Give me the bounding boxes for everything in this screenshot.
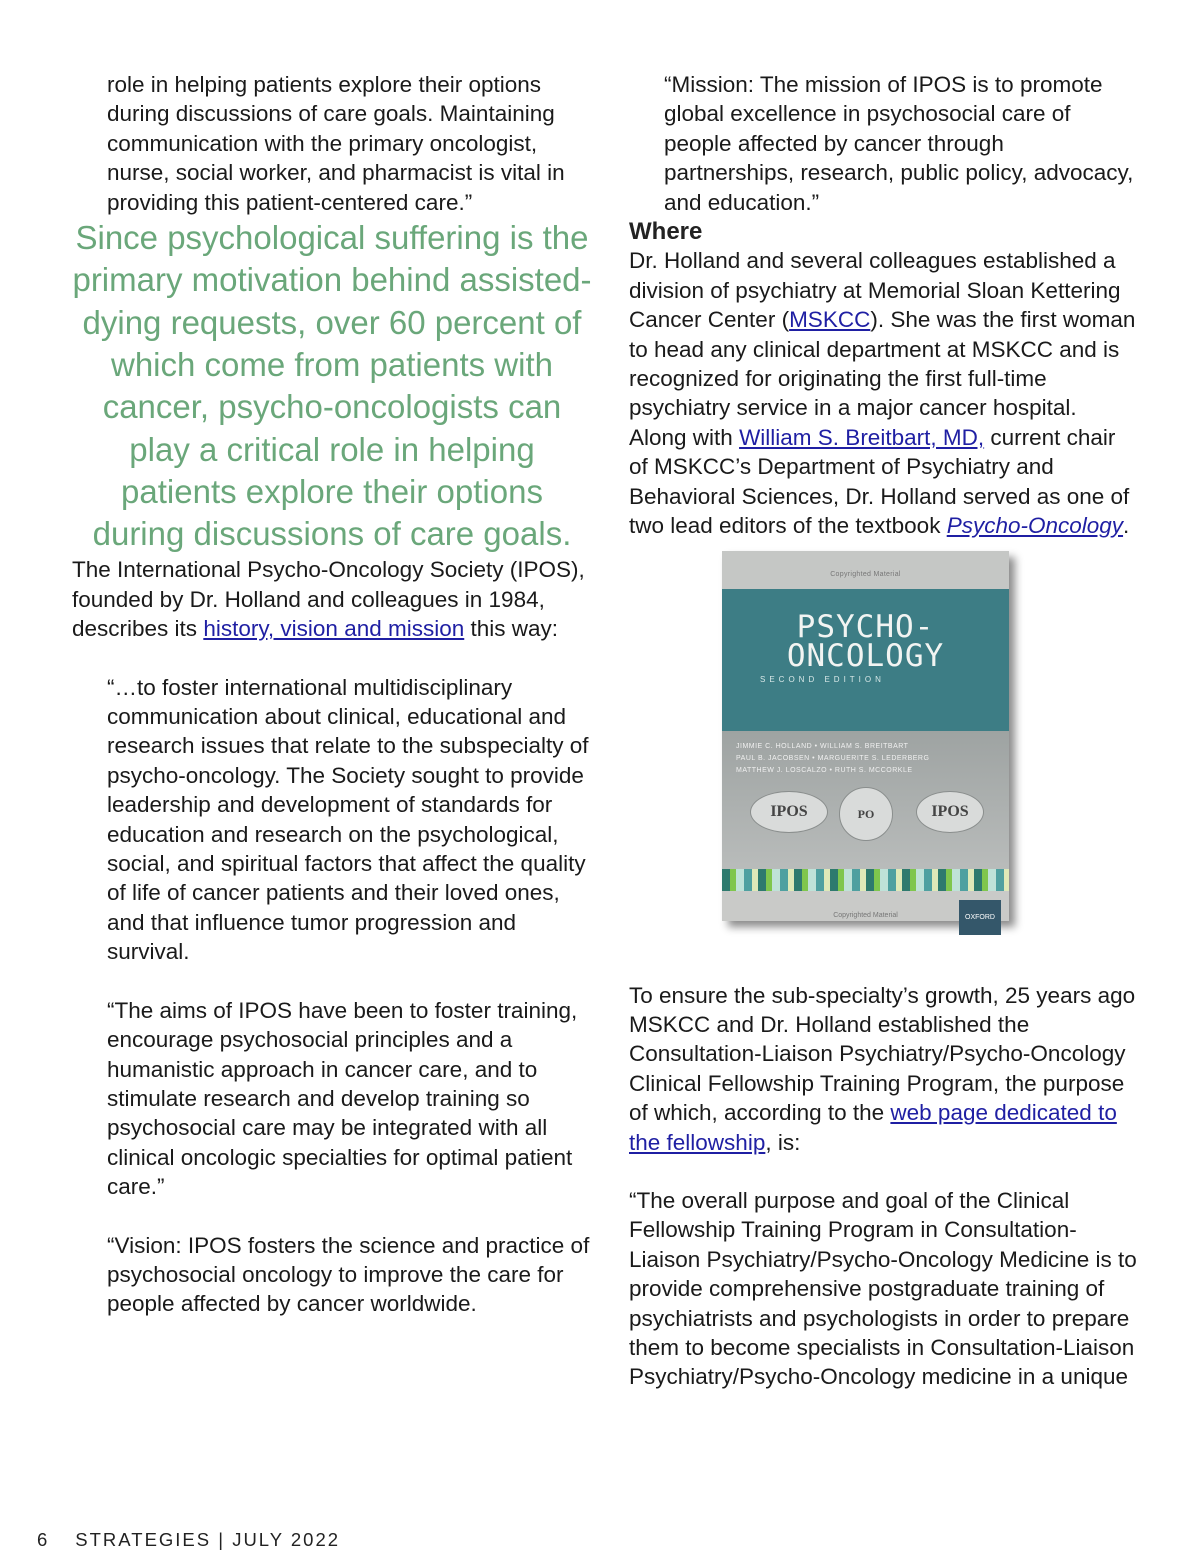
mskcc-link[interactable]: MSKCC <box>789 307 871 333</box>
left-column <box>72 70 592 1319</box>
color-stripe-band <box>722 869 1009 891</box>
book-copyright-top: Copyrighted Material <box>830 570 901 578</box>
apos-seal-icon: PO <box>839 787 893 841</box>
book-edition: SECOND EDITION <box>760 674 885 684</box>
fellowship-paragraph: To ensure the sub-specialty’s growth, 25 years ago MSKCC and Dr. Holland established the Consultation-Liaison Psychiatry/Psycho-Oncology Clinical Fellowship Training Program, the purpose of which, according to the web page dedicated to the fellowship, is: <box>629 982 1136 1155</box>
right-column <box>629 70 1139 1392</box>
book-copyright-bottom: Copyrighted Material <box>833 911 898 919</box>
mission-quote: “Mission: The mission of IPOS is to promote global excellence in psychosocial care of people affected by cancer through partnerships, research, public policy, advocacy, and education.” <box>664 72 1134 215</box>
ipos-paragraph: The International Psycho-Oncology Society (IPOS), founded by Dr. Holland and colleagues in 1984, describes its history, vision and mission this way: <box>72 557 585 642</box>
psycho-oncology-link[interactable]: Psycho-Oncology <box>946 513 1124 539</box>
fellowship-web-page-link[interactable]: web page dedicated to the fellowship <box>629 1100 1117 1155</box>
oxford-publisher-badge: OXFORD <box>959 900 1001 935</box>
where-paragraph: Dr. Holland and several colleagues established a division of psychiatry at Memorial Sloan Kettering Cancer Center (MSKCC). She was the first woman to head any clinical department at MSKCC and is recognized for originating the first full-time psychiatry service in a major cancer hospital. Along with William S. Breitbart, MD, current chair of MSKCC’s Department of Psychiatry and Behavioral Sciences, Dr. Holland served as one of two lead editors of the textbook Psycho-Oncology. <box>629 248 1136 539</box>
ipos-quote-3: “Vision: IPOS fosters the science and practice of psychosocial oncology to improve the care for people affected by cancer worldwide. <box>107 1232 590 1317</box>
quote-continuation: role in helping patients explore their options during discussions of care goals. Maintaining communication with the primary oncologist, nurse, social worker, and pharmacist is vital in providing this patient-centered care.” <box>107 72 565 215</box>
ipos-quote-1: “…to foster international multidisciplinary communication about clinical, educational and research issues that relate to the subspecialty of psycho-oncology. The Society sought to provide leadership and development of standards for education and research on the psychological, social, and spiritual factors that affect the quality of life of cancer patients and their loved ones, and that influence tumor progression and survival. <box>107 674 589 965</box>
book-title: PSYCHO-ONCOLOGY <box>786 608 945 674</box>
ipos-federation-logo-icon: IPOS <box>916 791 984 833</box>
book-cover-figure <box>629 541 1139 981</box>
page-footer <box>37 1529 340 1551</box>
fellowship-purpose-quote: “The overall purpose and goal of the Clinical Fellowship Training Program in Consultation-Liaison Psychiatry/Psycho-Oncology Medicine is to provide comprehensive postgraduate training of psychiatrists and psychologists in order to prepare them to become specialists in Consultation-Liaison Psychiatry/Psycho-Oncology medicine in a unique <box>629 1187 1137 1390</box>
book-cover-image <box>722 551 1009 921</box>
ipos-logo-icon: IPOS <box>750 791 828 833</box>
publication-name: STRATEGIES | JULY 2022 <box>75 1529 341 1550</box>
ipos-history-link[interactable]: history, vision and mission <box>203 616 465 642</box>
book-authors: JIMMIE C. HOLLAND • WILLIAM S. BREITBART PAUL B. JACOBSEN • MARGUERITE S. LEDERBERG MATTHEW J. LOSCALZO • RUTH S. MCCORKLE <box>736 742 930 774</box>
breitbart-link[interactable]: William S. Breitbart, MD, <box>739 424 985 450</box>
page-number: 6 <box>37 1529 50 1550</box>
section-heading-where: Where <box>629 218 703 246</box>
pull-quote: Since psychological suffering is the primary motivation behind assisted-dying requests, over 60 percent of which come from patients with cancer, psycho-oncologists can play a critical role in helping patients explore their options during discussions of care goals. <box>72 219 592 553</box>
ipos-quote-2: “The aims of IPOS have been to foster training, encourage psychosocial principles and a humanistic approach in cancer care, and to stimulate research and develop training so psychosocial care may be integrated with all clinical oncologic specialties for optimal patient care.” <box>107 997 578 1200</box>
